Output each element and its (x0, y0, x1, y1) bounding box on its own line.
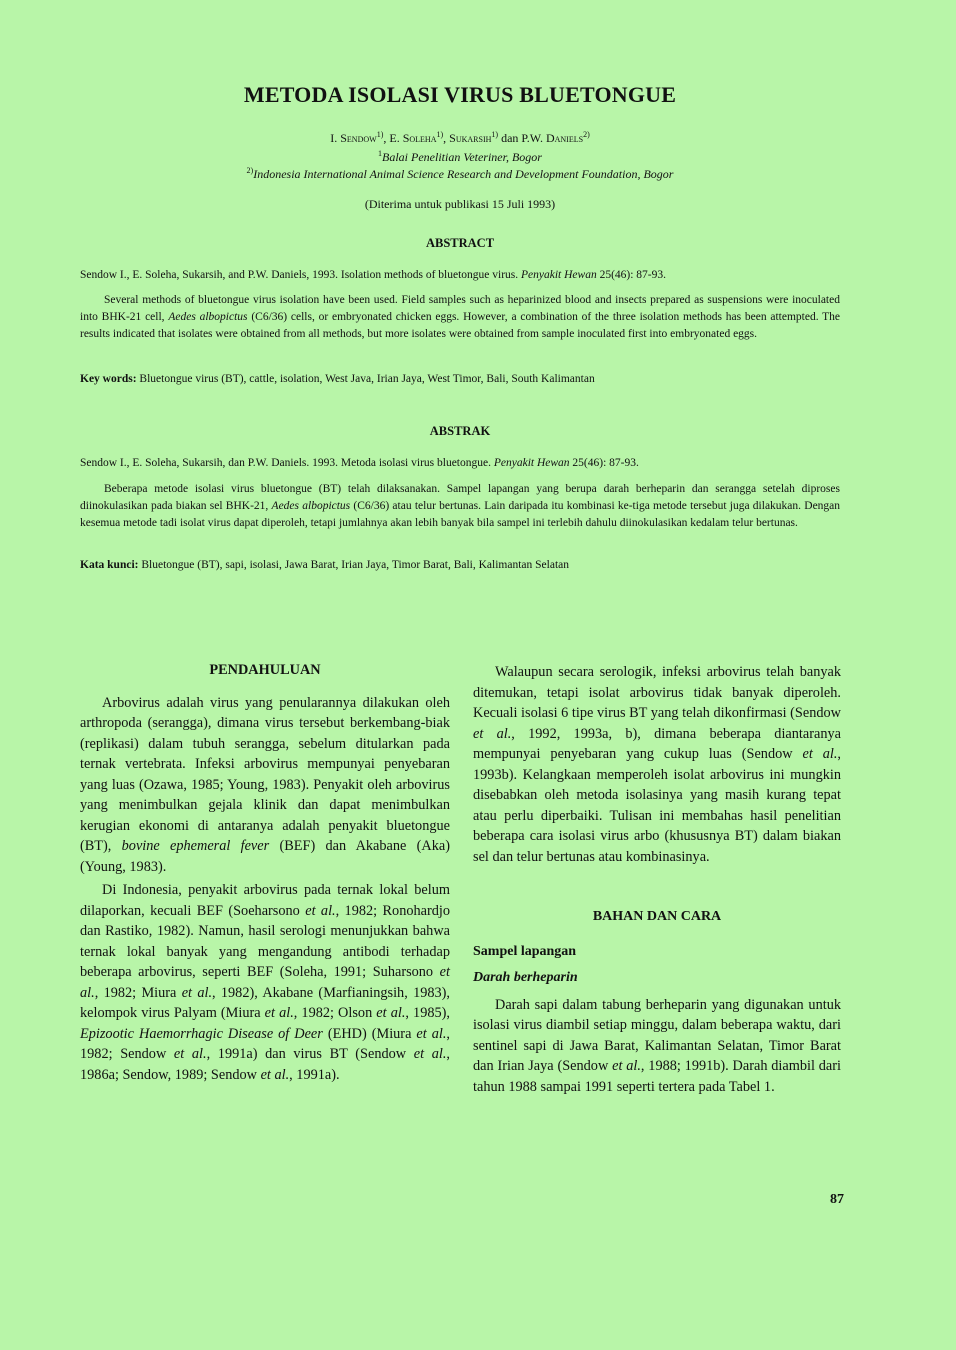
affiliation-1-sup: 1 (378, 149, 382, 158)
intro-p2-etal: et al. (264, 1005, 294, 1021)
intro-p1-bef: bovine ephemeral fever (121, 838, 270, 854)
abstract-citation (80, 267, 840, 284)
intro-p3-etal: et al. (802, 746, 838, 762)
intro-p3-t2: , 1992, 1993a, b), dimana beberapa diantaranya mempunyai penyebaran yang cukup luas (Sendow (473, 725, 841, 762)
affiliation-1-text: Balai Penelitian Veteriner, Bogor (382, 150, 542, 164)
intro-p2-etal: et al. (416, 1025, 447, 1042)
left-column (80, 660, 450, 1088)
kata-kunci-text: Bluetongue (BT), sapi, isolasi, Jawa Barat, Irian Jaya, Timor Barat, Bali, Kalimantan Selatan (141, 559, 569, 571)
intro-p2-t3: , 1982; Miura (94, 984, 177, 1001)
abstract-body-species: Aedes albopictus (168, 311, 248, 323)
field-samples-heading: Sampel lapangan (473, 943, 577, 959)
author-and: dan (501, 131, 519, 145)
intro-p2-ehd: Epizootic Haemorrhagic Disease of Deer (80, 1025, 323, 1042)
intro-p2-t5: , 1982; Olson (293, 1005, 373, 1021)
intro-p2-etal: et al. (173, 1046, 207, 1062)
intro-p3-t1: Walaupun secara serologik, infeksi arbovirus telah banyak ditemukan, tetapi isolat arbovirus tidak banyak diperoleh. Kecuali isolasi 6 tipe virus BT yang telah dikonfirmasi (Sendow (473, 664, 841, 721)
abstrak-heading: ABSTRAK (429, 424, 491, 438)
abstract-keywords (80, 371, 840, 388)
affiliation-1 (80, 149, 840, 165)
intro-p2-t7: (EHD) (Miura (327, 1025, 412, 1042)
methods-p1-t1: Darah sapi dalam tabung berheparin yang digunakan untuk isolasi virus diambil setiap minggu, dalam beberapa waktu, dari sentinel sapi di Jawa Barat, Kalimantan Selatan, Timor Barat dan Irian Jaya (Sendow (473, 996, 841, 1074)
author-4-sup: 2) (583, 130, 590, 139)
abstract-body (80, 292, 840, 343)
intro-p2-t4: , 1982), Akabane (Marfianingsih, 1983), kelompok virus Palyam (Miura (80, 984, 450, 1021)
abstrak-citation (80, 455, 840, 472)
intro-p2-t1: Di Indonesia, penyakit arbovirus pada ternak lokal belum dilaporkan, kecuali BEF (Soeharsono (80, 882, 450, 919)
abstrak-citation-journal: Penyakit Hewan (493, 457, 570, 469)
author-line: I. Sendow$^{1)}$, E. Soleha$^{1)}$, Sukarsih$^{1)}$ dan P.W. Daniels$^{2)}$ (330, 130, 590, 145)
keywords-label: Key words: (80, 373, 137, 385)
author-4: P.W. Daniels (521, 131, 584, 145)
author-1-sup: 1) (376, 130, 384, 139)
intro-p2-etal: et al. (181, 984, 213, 1001)
methods-p1-t2: , 1988; 1991b). Darah diambil dari tahun 1988 sampai 1991 seperti tertera pada Tabel 1. (473, 1058, 841, 1095)
author-3: Sukarsih (449, 131, 492, 145)
received-date: (Diterima untuk publikasi 15 Juli 1993) (364, 197, 556, 211)
intro-p2-t10: , 1986a; Sendow, 1989; Sendow (80, 1046, 450, 1083)
intro-p2-etal: et al. (376, 1005, 406, 1021)
intro-p2-t2: , 1982; Ronohardjo dan Rastiko, 1982). Namun, hasil serologi menunjukkan bahwa ternak lokal banyak yang mengandung antibodi terhadap beberapa arbovirus, seperti BEF (Soleha, 1991; Suharsono (80, 902, 451, 980)
intro-p2-t11: , 1991a). (289, 1066, 340, 1083)
abstract-body-part-1: Several methods of bluetongue virus isolation have been used. Field samples such as heparinized blood and insects prepared as suspensions were inoculated into BHK-21 cell, (80, 294, 840, 323)
abstract-citation-volume: 25(46): 87-93. (599, 269, 667, 281)
abstrak-keywords (80, 557, 840, 574)
abstract-heading: ABSTRACT (425, 236, 495, 250)
page-number: 87 (830, 1192, 844, 1207)
intro-p2-t9: , 1991a) dan virus BT (Sendow (206, 1046, 407, 1062)
methods-heading: BAHAN DAN CARA (592, 909, 722, 924)
methods-paragraph-1 (473, 995, 841, 1098)
abstrak-citation-volume: 25(46): 87-93. (572, 457, 639, 469)
affiliation-2 (80, 166, 840, 182)
abstrak-body-species: Aedes albopictus (271, 500, 351, 512)
author-3-sup: 1) (491, 130, 499, 139)
intro-p3-t3: , 1993b). Kelangkaan memperoleh isolat arbovirus ini mungkin disebabkan oleh metoda isolasinya yang masih kurang tepat atau perlu diperbaiki. Tulisan ini membahas hasil penelitian beberapa cara isolasi virus arbo (khususnya BT) dalam biakan sel dan telur bertunas atau kombinasinya. (473, 746, 841, 865)
abstract-citation-journal: Penyakit Hewan (521, 269, 597, 281)
intro-p2-etal: et al. (305, 902, 336, 919)
keywords-text: Bluetongue virus (BT), cattle, isolation, West Java, Irian Jaya, West Timor, Bali, South Kalimantan (139, 373, 595, 385)
intro-paragraph-2 (80, 880, 450, 1085)
right-column (473, 662, 841, 1100)
intro-p2-t6: , 1985), (405, 1005, 450, 1021)
intro-paragraph-1 (80, 693, 450, 878)
abstract-citation-text: Sendow I., E. Soleha, Sukarsih, and P.W. Daniels, 1993. Isolation methods of bluetongue virus. (80, 269, 519, 281)
intro-p3-etal: et al. (473, 725, 512, 742)
affiliation-2-text: Indonesia International Animal Science Research and Development Foundation, Bogor (253, 167, 674, 181)
author-2-sup: 1) (436, 130, 444, 139)
abstrak-citation-text: Sendow I., E. Soleha, Sukarsih, dan P.W. Daniels. 1993. Metoda isolasi virus bluetongue. (80, 457, 491, 469)
kata-kunci-label: Kata kunci: (80, 559, 139, 571)
article-title: METODA ISOLASI VIRUS BLUETONGUE (243, 82, 677, 107)
abstrak-body (80, 481, 840, 532)
methods-p1-etal: et al. (612, 1058, 641, 1074)
intro-p2-etal: et al. (413, 1046, 447, 1062)
author-2: E. Soleha (389, 131, 437, 145)
heparinized-blood-heading: Darah berheparin (473, 970, 578, 985)
author-1: I. Sendow (330, 131, 377, 145)
intro-p2-t8: , 1982; Sendow (80, 1025, 450, 1062)
intro-p1-text: Arbovirus adalah virus yang penularannya dilakukan oleh arthropoda (serangga), dimana virus tersebut berkembang-biak (replikasi) dalam tubuh serangga, sebelum ditularkan pada ternak vertebrata. Infeksi arbovirus mempunyai penyebaran yang luas (Ozawa, 1985; Young, 1983). Penyakit oleh arbovirus yang menimbulkan gejala klinik dan dapat menimbulkan kerugian ekonomi di antaranya adalah penyakit bluetongue (BT), (80, 694, 450, 854)
intro-p1-end: (BEF) dan Akabane (Aka) (Young, 1983). (80, 838, 450, 875)
affiliation-2-sup: 2) (246, 166, 254, 175)
abstrak-body-part-2: (C6/36) atau telur bertunas. Lain daripada itu kombinasi ke-tiga metode tersebut juga dilakukan. Dengan kesemua metode tadi isolat virus dapat diperoleh, tetapi jumlahnya akan lebih banyak bila sampel ini terlebih dahulu diinokulasikan kedalam telur bertunas. (80, 500, 841, 529)
abstract-body-part-2: (C6/36) cells, or embryonated chicken eggs. However, a combination of the three isolation methods has been attempted. The results indicated that isolates were obtained from all methods, but more isolates were obtained from sample inoculated first into embryonated eggs. (80, 311, 841, 340)
abstrak-body-part-1: Beberapa metode isolasi virus bluetongue (BT) telah dilaksanakan. Sampel lapangan yang berupa darah berheparin dan serangga setelah diproses diinokulasikan pada biakan sel BHK-21, (80, 483, 840, 512)
intro-p2-etal: et al. (80, 964, 450, 1001)
intro-paragraph-3 (473, 662, 841, 867)
intro-heading: PENDAHULUAN (209, 662, 321, 678)
intro-p2-etal: et al. (260, 1066, 290, 1083)
